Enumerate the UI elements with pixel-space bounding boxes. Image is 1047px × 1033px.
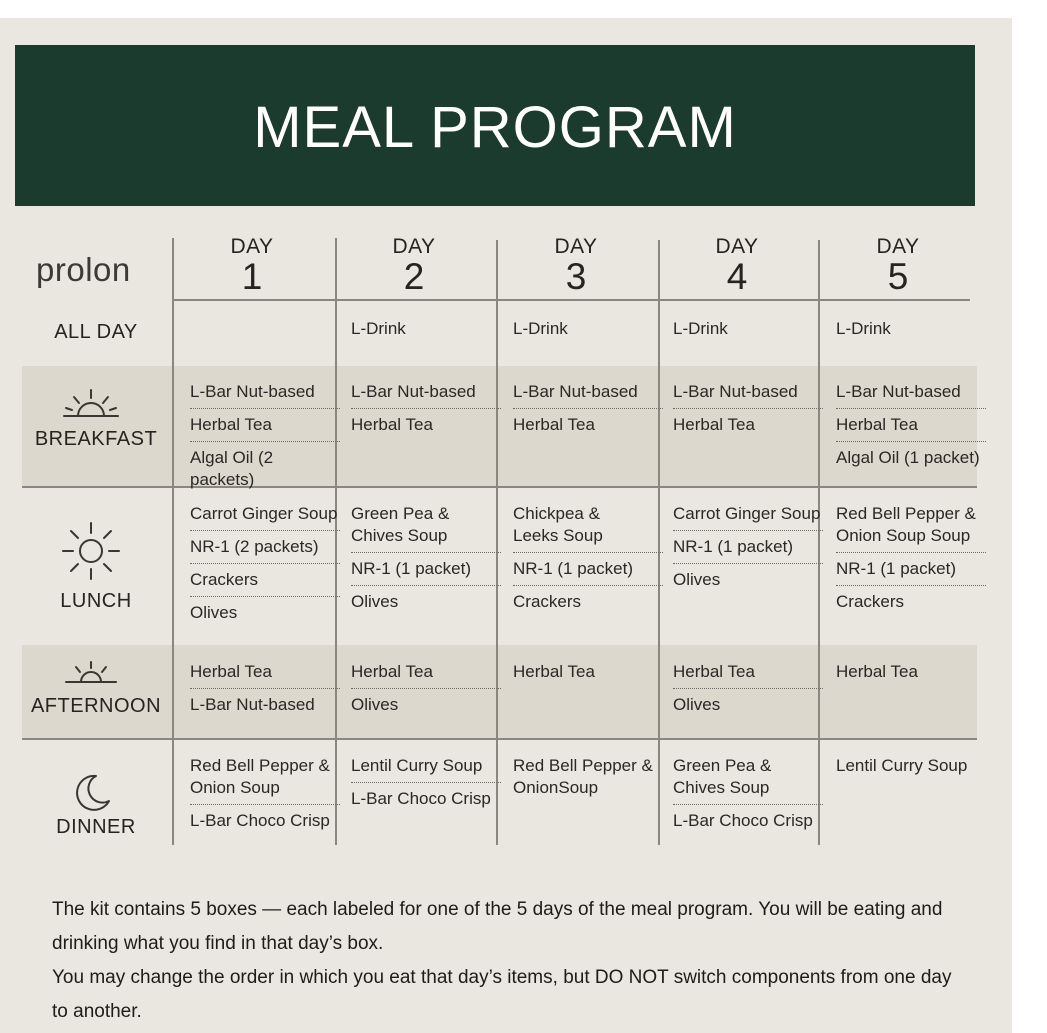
meal-cell: [836, 381, 986, 479]
sunrise-icon: [62, 388, 120, 422]
meal-item: Algal Oil (1 packet): [836, 448, 980, 467]
meal-item: L-Bar Nut-based: [836, 381, 986, 409]
meal-cell: [836, 755, 986, 787]
meal-item: L-Drink: [836, 319, 891, 338]
meal-item: NR-1 (1 packet): [513, 558, 663, 586]
meal-item: Crackers: [513, 592, 582, 611]
breakfast-divider: [22, 486, 977, 488]
meal-cell: [351, 381, 501, 446]
meal-item: NR-1 (1 packet): [673, 536, 823, 564]
day-number: 1: [241, 256, 263, 297]
footer-notes: [52, 893, 972, 1029]
day-label: DAY: [554, 235, 598, 258]
row-label-lunch: LUNCH: [60, 590, 132, 612]
meal-item: L-Bar Choco Crisp: [351, 789, 491, 808]
meal-item: Olives: [673, 695, 721, 714]
footer-note: The kit contains 5 boxes — each labeled for one of the 5 days of the meal program. You will be eating and drinking what you find in that day’s box.: [52, 899, 943, 954]
meal-item: L-Bar Nut-based: [673, 381, 823, 409]
meal-cell: [513, 318, 663, 350]
meal-cell: [513, 503, 663, 623]
day-label: DAY: [392, 235, 436, 258]
meal-item: Herbal Tea: [836, 662, 918, 681]
meal-item: Herbal Tea: [673, 415, 755, 434]
meal-item: L-Bar Nut-based: [190, 695, 315, 714]
sunset-icon: [64, 660, 118, 686]
meal-item: Lentil Curry Soup: [836, 756, 968, 775]
header-divider: [172, 299, 970, 301]
row-label-breakfast: BREAKFAST: [34, 428, 158, 450]
meal-item: L-Drink: [513, 319, 568, 338]
meal-cell: [190, 661, 340, 726]
meal-item: Green Pea & Chives Soup: [351, 503, 501, 553]
meal-cell: [351, 503, 501, 623]
meal-item: Olives: [673, 570, 721, 589]
meal-item: L-Drink: [351, 319, 406, 338]
meal-item: L-Bar Nut-based: [190, 381, 340, 409]
meal-item: Herbal Tea: [190, 661, 340, 689]
meal-item: Herbal Tea: [673, 661, 823, 689]
meal-item: Carrot Ginger Soup: [190, 503, 340, 531]
meal-item: NR-1 (1 packet): [351, 558, 501, 586]
meal-item: Olives: [351, 592, 399, 611]
day-header-3: [496, 236, 656, 295]
footer-note: You may change the order in which you eat that day’s items, but DO NOT switch components from one day to another.: [52, 967, 952, 1022]
meal-item: NR-1 (1 packet): [836, 558, 986, 586]
day-number: 2: [403, 256, 425, 297]
meal-cell: [513, 755, 663, 809]
day-number: 5: [887, 256, 909, 297]
meal-cell: [836, 318, 986, 350]
day-number: 3: [565, 256, 587, 297]
meal-cell: [351, 318, 501, 350]
meal-item: Red Bell Pepper & Onion Soup Soup: [836, 503, 986, 553]
meal-item: Crackers: [836, 592, 905, 611]
meal-cell: [673, 381, 823, 446]
meal-item: L-Bar Nut-based: [351, 381, 501, 409]
meal-cell: [673, 661, 823, 726]
day-header-4: [657, 236, 817, 295]
meal-cell: [513, 381, 663, 446]
sun-icon: [60, 520, 122, 582]
moon-icon: [72, 773, 112, 813]
row-label-all-day: ALL DAY: [54, 321, 138, 343]
meal-cell: [673, 503, 823, 601]
meal-item: Olives: [190, 603, 238, 622]
meal-item: Herbal Tea: [190, 414, 340, 442]
day-label: DAY: [715, 235, 759, 258]
meal-item: Chickpea & Leeks Soup: [513, 503, 663, 553]
meal-item: Red Bell Pepper & OnionSoup: [513, 756, 653, 797]
meal-cell: [190, 755, 340, 842]
day-label: DAY: [876, 235, 920, 258]
meal-cell: [836, 661, 986, 693]
meal-item: Lentil Curry Soup: [351, 755, 501, 783]
meal-item: Herbal Tea: [513, 415, 595, 434]
meal-item: L-Bar Choco Crisp: [190, 811, 330, 830]
meal-item: L-Bar Choco Crisp: [673, 811, 813, 830]
day-label: DAY: [230, 235, 274, 258]
meal-item: Crackers: [190, 569, 340, 597]
row-label-dinner: DINNER: [56, 816, 136, 838]
meal-cell: [351, 755, 501, 820]
meal-cell: [513, 661, 663, 693]
page-title: MEAL PROGRAM: [15, 45, 975, 206]
meal-cell: [351, 661, 501, 726]
meal-item: Herbal Tea: [351, 415, 433, 434]
prolon-logo: prolon: [36, 251, 131, 288]
meal-cell: [190, 381, 340, 501]
meal-item: Herbal Tea: [836, 414, 986, 442]
day-number: 4: [726, 256, 748, 297]
meal-item: Olives: [351, 695, 399, 714]
meal-cell: [836, 503, 986, 623]
meal-item: Herbal Tea: [513, 662, 595, 681]
day-header-2: [334, 236, 494, 295]
day-header-1: [172, 236, 332, 295]
meal-item: Algal Oil (2 packets): [190, 448, 274, 489]
meal-item: NR-1 (2 packets): [190, 536, 340, 564]
day-header-5: [818, 236, 978, 295]
meal-item: L-Bar Nut-based: [513, 381, 663, 409]
meal-cell: [190, 503, 340, 634]
row-label-afternoon: AFTERNOON: [30, 695, 162, 717]
meal-item: Green Pea & Chives Soup: [673, 755, 823, 805]
meal-cell: [673, 755, 823, 842]
meal-program-card: [0, 18, 1012, 1033]
meal-item: L-Drink: [673, 319, 728, 338]
meal-item: Herbal Tea: [351, 661, 501, 689]
meal-item: Red Bell Pepper & Onion Soup: [190, 755, 340, 805]
afternoon-divider: [22, 738, 977, 740]
meal-cell: [673, 318, 823, 350]
meal-item: Carrot Ginger Soup: [673, 503, 823, 531]
